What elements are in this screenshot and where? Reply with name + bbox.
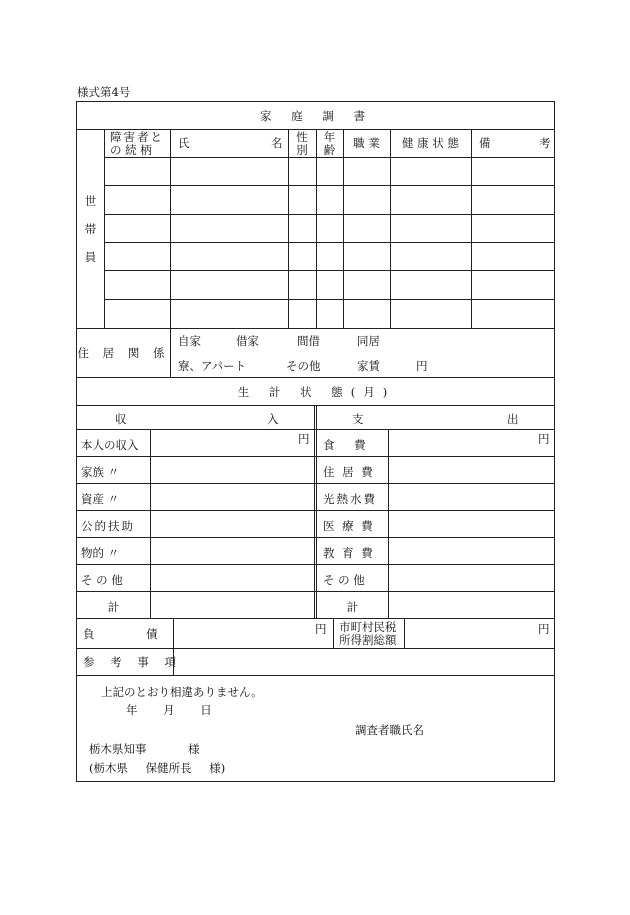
age-header-2: 齢 [323,143,336,157]
expense-row-food: 食 費 [323,438,374,452]
income-row-other: そ の 他 [81,573,123,587]
expense-header-right: 出 [507,412,519,426]
name-header-right: 名 [271,136,283,150]
divider [150,429,151,618]
expense-row-total: 計 [346,600,359,614]
housing-label: 住 居 関 係 [77,346,170,360]
table-row [104,242,554,243]
age-header-1: 年 [323,130,336,144]
gender-header-2: 別 [296,143,308,157]
divider [77,377,554,378]
divider [77,618,554,619]
form-number: 様式第4号 [77,85,131,99]
divider [404,618,405,648]
debt-label-1 [83,627,182,641]
housing-room: 間借 [297,334,320,348]
expense-row-housing: 住 居 費 [323,465,375,479]
expense-row-other: そ の 他 [323,573,365,587]
housing-rent-yen: 円 [416,359,428,373]
debt-label: 負 債 [83,627,182,641]
income-row-self: 本人の収入 [81,438,139,452]
table-row [104,299,554,300]
table-row [77,510,554,511]
declaration-date: 年 月 日 [126,703,212,717]
divider [314,405,317,618]
tax-label-2: 所得割総額 [339,633,397,647]
reference-label: 参 考 事 項 [83,655,182,669]
income-row-family: 家族 〃 [81,465,120,479]
declaration-statement: 上記のとおり相違ありません。 [101,685,263,699]
expense-row-utilities: 光熱水費 [323,492,377,506]
table-row [104,157,554,158]
table-row [104,185,554,186]
livelihood-title: 生 計 状 態(月) [237,385,396,399]
household-side-label [77,129,104,328]
table-row [77,591,554,592]
divider [77,675,554,676]
divider [170,328,171,377]
income-row-total: 計 [107,600,120,614]
housing-own: 自家 [178,334,201,348]
divider [77,648,554,649]
divider [77,328,554,329]
divider [173,648,174,675]
income-row-assets: 資産 〃 [81,492,120,506]
relation-header-2: の 続 柄 [110,143,152,157]
tax-yen: 円 [538,622,550,636]
housing-rent-amount: 家賃 [357,359,380,373]
housing-cohabit: 同居 [357,334,380,348]
addressee-health-center: (栃木県 保健所長 様) [89,761,226,775]
side-char-3: 員 [84,249,97,264]
side-char-1: 世 [84,193,97,208]
divider [173,618,174,648]
table-row [77,564,554,565]
remarks-header-left: 備 [479,136,491,150]
table-row [77,537,554,538]
relation-header-1: 障害者と [110,130,164,144]
divider [77,429,554,430]
income-header-right: 入 [267,412,279,426]
table-row [77,456,554,457]
expense-row-medical: 医 療 費 [323,519,375,533]
gender-header-1: 性 [296,130,308,144]
health-header: 健 康 状 態 [402,136,459,150]
occupation-header: 職 業 [353,136,380,150]
housing-rent: 借家 [236,334,259,348]
addressee: 栃木県知事 様 [89,742,200,756]
income-yen: 円 [298,432,310,446]
expense-header-left: 支 [352,412,364,426]
table-row [77,483,554,484]
form-title: 家 庭 調 書 [260,109,373,123]
expense-yen: 円 [538,432,550,446]
divider [388,429,389,618]
table-row [104,214,554,215]
divider [333,618,334,648]
housing-other: その他 [286,359,321,373]
tax-label-1: 市町村民税 [339,620,397,634]
side-char-2: 帯 [84,221,97,236]
income-header-left: 収 [115,412,127,426]
expense-row-education: 教 育 費 [323,546,375,560]
income-row-public-aid: 公的扶助 [81,519,135,533]
family-survey-form [76,101,555,782]
name-header-left: 氏 [178,136,190,150]
debt-yen: 円 [315,622,327,636]
investigator-label: 調査者職氏名 [355,723,424,737]
table-row [104,270,554,271]
housing-apartment: 寮、アパート [178,359,247,373]
remarks-header-right: 考 [539,136,551,150]
income-row-material: 物的 〃 [81,546,120,560]
